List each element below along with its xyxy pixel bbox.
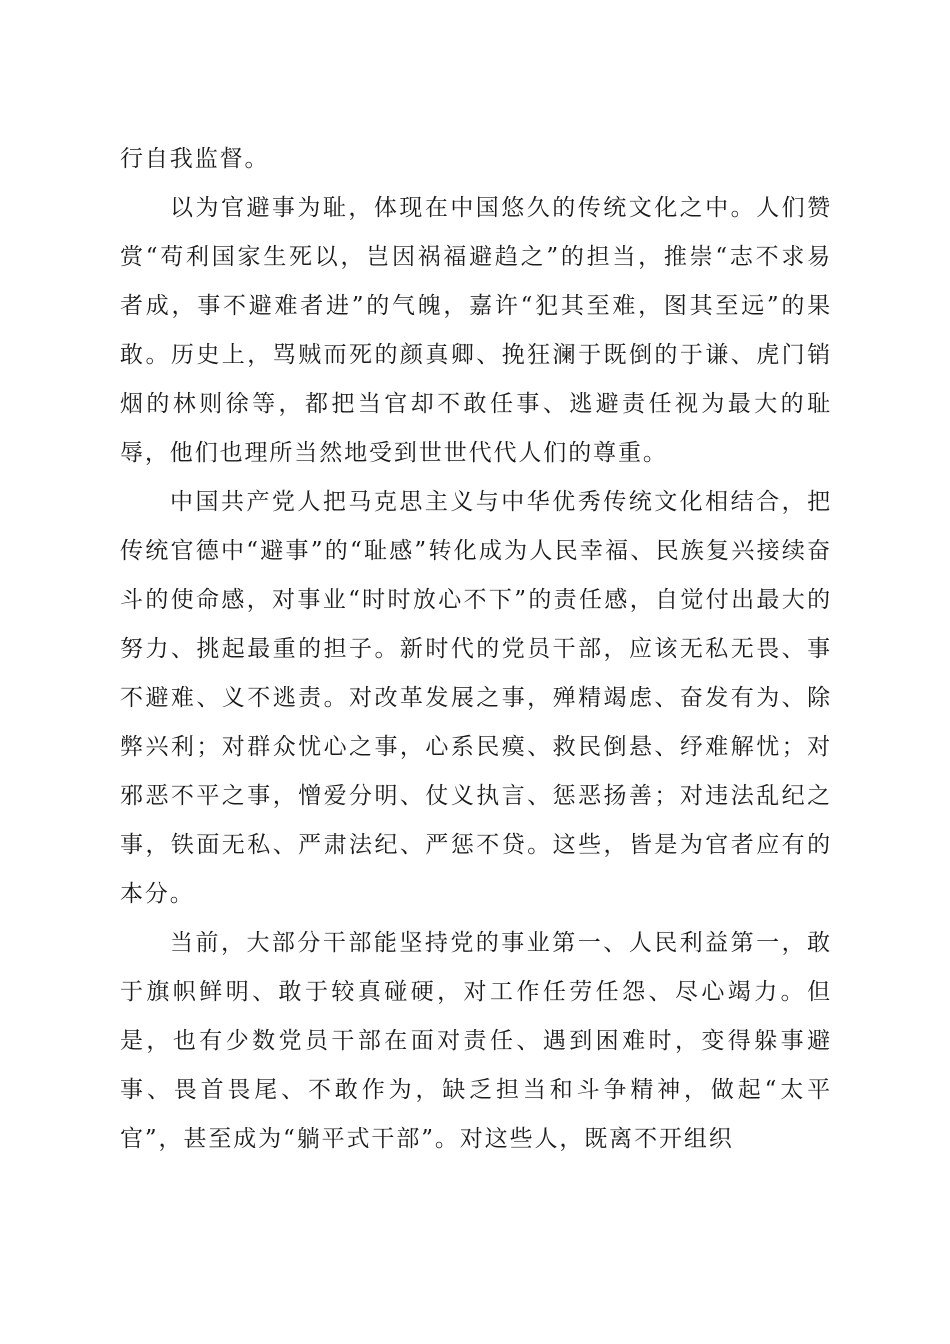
document-body xyxy=(120,135,832,1164)
paragraph-traditional-culture: 以为官避事为耻，体现在中国悠久的传统文化之中。人们赞赏“苟利国家生死以，岂因祸福避趋之”的担当，推崇“志不求易者成，事不避难者进”的气魄，嘉许“犯其至难，图其至远”的果敢。历史上，骂贼而死的颜真卿、挽狂澜于既倒的于谦、虎门销烟的林则徐等，都把当官却不敢任事、逃避责任视为最大的耻辱，他们也理所当然地受到世世代代人们的尊重。 xyxy=(120,195,832,466)
paragraph-communist-party: 中国共产党人把马克思主义与中华优秀传统文化相结合，把传统官德中“避事”的“耻感”转化成为人民幸福、民族复兴接续奋斗的使命感，对事业“时时放心不下”的责任感，自觉付出最大的努力、挑起最重的担子。新时代的党员干部，应该无私无畏、事不避难、义不逃责。对改革发展之事，殚精竭虑、奋发有为、除弊兴利；对群众忧心之事，心系民瘼、救民倒悬、纾难解忧；对邪恶不平之事，憎爱分明、仗义执言、惩恶扬善；对违法乱纪之事，铁面无私、严肃法纪、严惩不贷。这些，皆是为官者应有的本分。 xyxy=(120,489,832,907)
paragraph-continuation: 行自我监督。 xyxy=(120,146,270,172)
paragraph-current-situation: 当前，大部分干部能坚持党的事业第一、人民利益第一，敢于旗帜鲜明、敢于较真碰硬，对工作任劳任怨、尽心竭力。但是，也有少数党员干部在面对责任、遇到困难时，变得躲事避事、畏首畏尾、不敢作为，缺乏担当和斗争精神，做起“太平官”，甚至成为“躺平式干部”。对这些人，既离不开组织 xyxy=(120,930,832,1152)
